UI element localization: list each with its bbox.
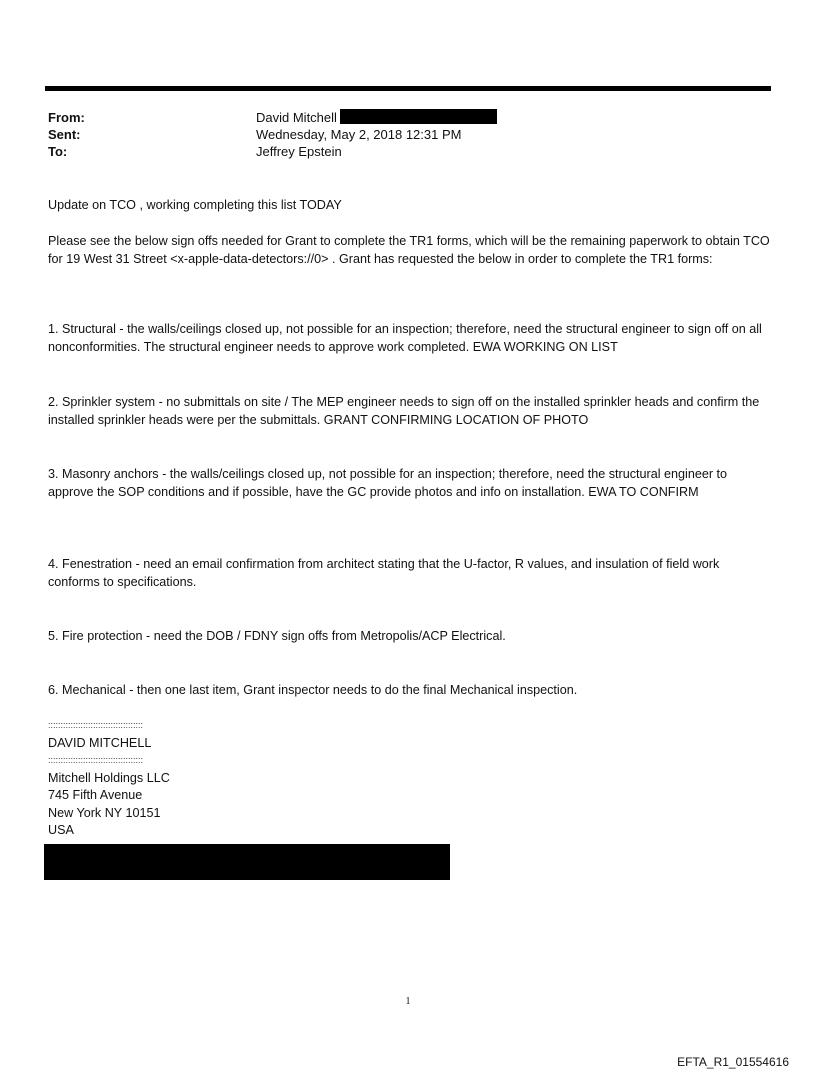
item-structural: 1. Structural - the walls/ceilings closed up, not possible for an inspection; therefore, need the structural engineer to sign off on all nonconformities. The structural engineer needs to approve work completed. EWA WORKING ON LIST: [48, 322, 762, 354]
page-number: 1: [405, 996, 411, 1007]
signature-block: [48, 717, 170, 840]
item-fenestration: 4. Fenestration - need an email confirmation from architect stating that the U-factor, R values, and insulation of field work conforms to specifications.: [48, 557, 720, 589]
item-fire-protection: 5. Fire protection - need the DOB / FDNY sign offs from Metropolis/ACP Electrical.: [48, 629, 506, 643]
intro-paragraph: Update on TCO , working completing this list TODAY: [48, 198, 342, 212]
signature-country: USA: [48, 823, 74, 837]
from-value: [256, 109, 497, 126]
item-sprinkler: 2. Sprinkler system - no submittals on site / The MEP engineer needs to sign off on the installed sprinkler heads and confirm the installed sprinkler heads were per the submittals. GRANT CONFIRMING LOCATION OF PHOTO: [48, 395, 760, 427]
from-name: David Mitchell: [256, 110, 337, 125]
from-label: From:: [48, 110, 85, 125]
document-id: EFTA_R1_01554616: [677, 1055, 789, 1069]
signature-company: Mitchell Holdings LLC: [48, 770, 170, 785]
from-row: [48, 109, 768, 126]
redaction-bar: [340, 109, 497, 124]
request-paragraph: Please see the below sign offs needed for Grant to complete the TR1 forms, which will be the remaining paperwork to obtain TCO for 19 West 31 Street <x-apple-data-detectors://0> . Grant has requested the below in order to complete the TR1 forms:: [48, 234, 770, 266]
to-value: Jeffrey Epstein: [256, 144, 342, 159]
sent-label: Sent:: [48, 127, 81, 142]
signature-address-line1: 745 Fifth Avenue: [48, 788, 143, 802]
sent-row: [48, 126, 768, 143]
item-masonry: 3. Masonry anchors - the walls/ceilings closed up, not possible for an inspection; therefore, need the structural engineer to approve the SOP conditions and if possible, have the GC provide photos and info on installation. EWA TO CONFIRM: [48, 467, 728, 499]
email-header: [48, 109, 768, 160]
sent-value: Wednesday, May 2, 2018 12:31 PM: [256, 127, 462, 142]
to-row: [48, 143, 768, 160]
header-rule: [45, 86, 771, 91]
signature-address-line2: New York NY 10151: [48, 805, 161, 820]
to-label: To:: [48, 144, 68, 159]
signature-divider-bottom: ::::::::::::::::::::::::::::::::::::::: [48, 755, 144, 765]
item-mechanical: 6. Mechanical - then one last item, Grant inspector needs to do the final Mechanical inspection.: [48, 683, 578, 697]
redaction-block: [44, 844, 450, 880]
signature-name: DAVID MITCHELL: [48, 735, 152, 750]
signature-divider-top: ::::::::::::::::::::::::::::::::::::::: [48, 720, 144, 730]
